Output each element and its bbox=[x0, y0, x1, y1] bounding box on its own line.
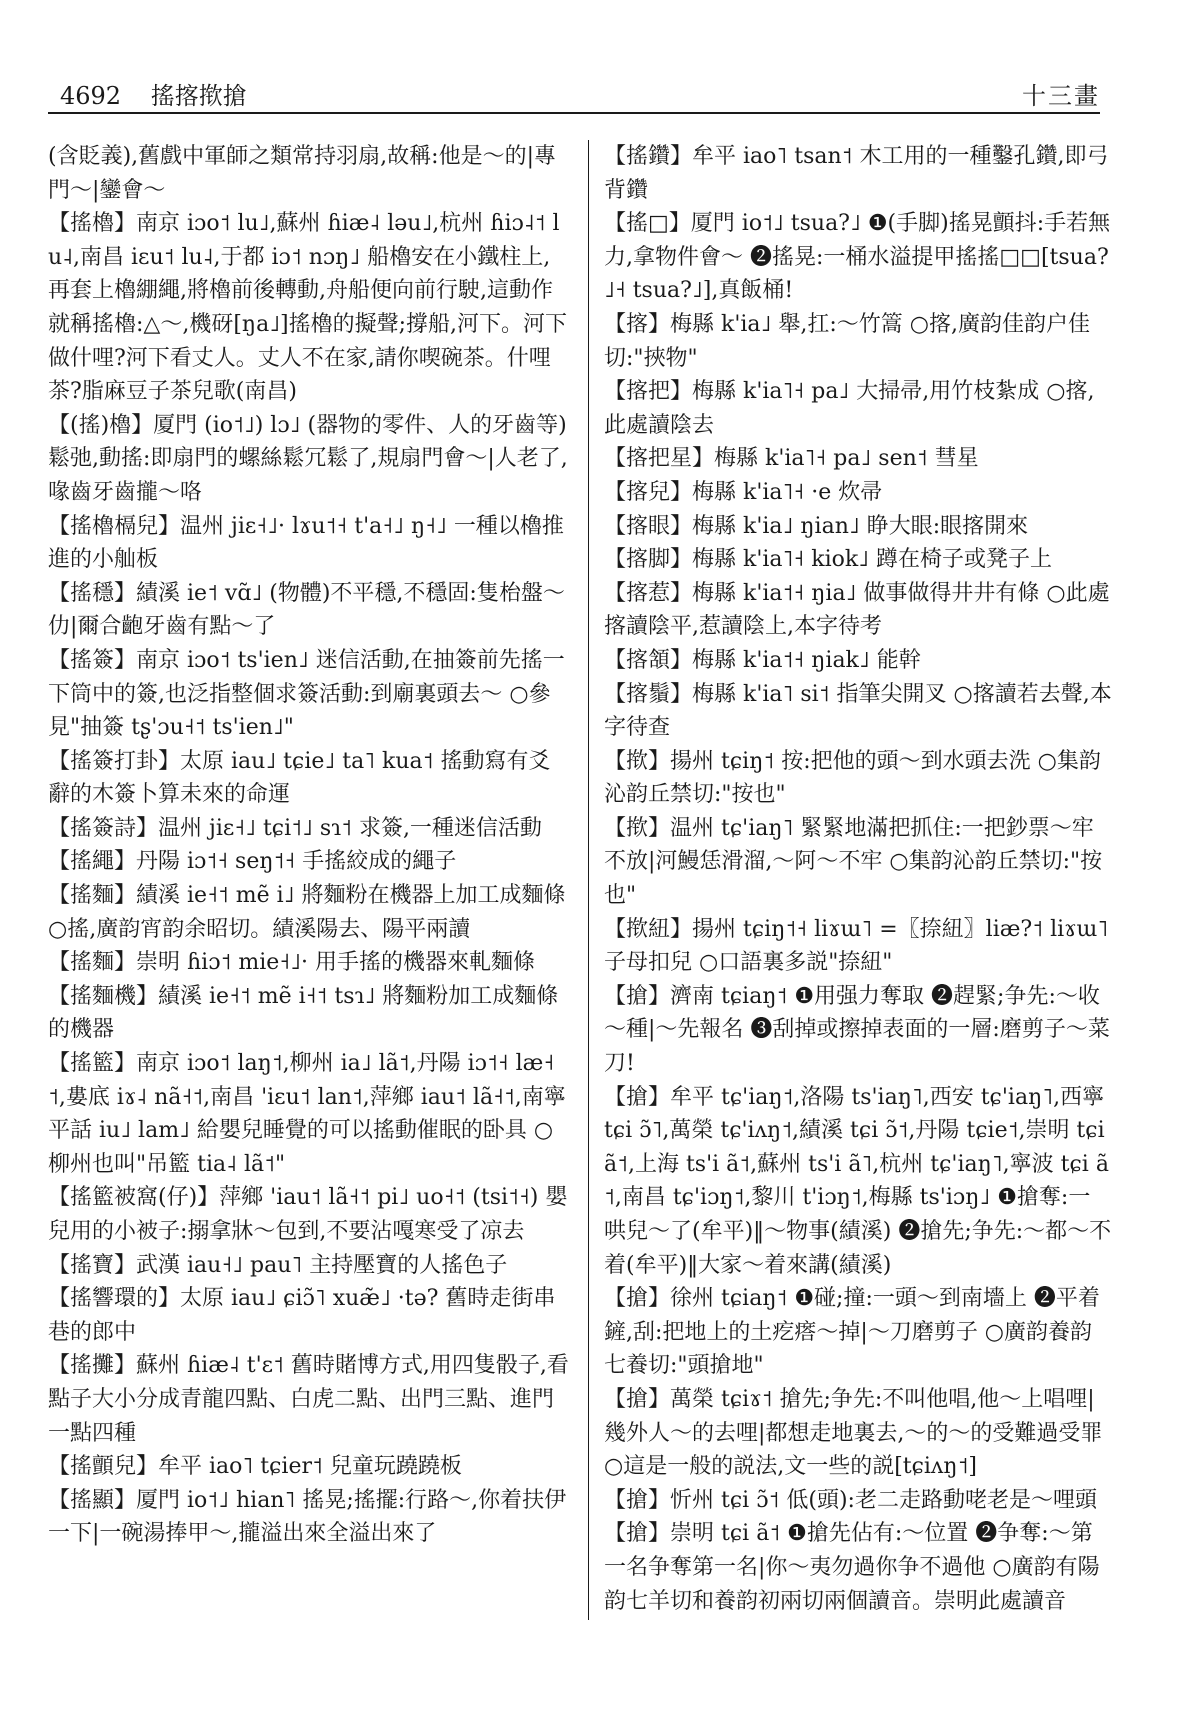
column-divider bbox=[588, 140, 589, 1620]
entry-body: 梅縣 k'ia˦˧ ŋiak˩ 能幹 bbox=[692, 647, 921, 673]
entry-headword: 【搖簽詩】 bbox=[48, 815, 159, 841]
entry-headword: 【揢把星】 bbox=[604, 446, 715, 472]
entry-body: 梅縣 k'ia˩ 舉,扛:～竹篙 ○揢,廣韵佳韵户佳切:"挾物" bbox=[604, 311, 1090, 371]
entry bbox=[48, 745, 570, 812]
entry bbox=[48, 812, 570, 846]
entry-headword: 【搶】 bbox=[604, 983, 671, 1009]
entry bbox=[604, 442, 1112, 476]
entry-body: 牟平 iao˥ tsan˦ 木工用的一種鑿孔鑽,即弓背鑽 bbox=[604, 144, 1109, 203]
entry-body: 萍鄉 'iau˦ lã˧˦ pi˩ uo˧˦ (tsi˦˧) 嬰兒用的小被子:搦拿牀～包到,不要沾嘎寒受了凉去 bbox=[48, 1185, 568, 1244]
entry-headword: 【揢】 bbox=[604, 311, 671, 337]
entry-body: 梅縣 k'ia˥˧ pa˩ 大掃帚,用竹枝紮成 ○揢,此處讀陰去 bbox=[604, 379, 1095, 438]
entry-headword: 【搖顯】 bbox=[48, 1487, 137, 1513]
headword-range: 搖揢揿搶 bbox=[150, 82, 247, 110]
entry bbox=[604, 375, 1112, 442]
entry-headword: 【搖簽】 bbox=[48, 647, 137, 673]
left-column bbox=[48, 140, 570, 1551]
entry-headword: 【揢頷】 bbox=[604, 647, 693, 673]
entry-body: 績溪 ie˦ vɑ̃˩ (物體)不平穩,不穩固:隻枱盤～仂|爾合齙牙齒有點～了 bbox=[48, 580, 565, 640]
entry bbox=[48, 1450, 570, 1484]
entry-body: 蘇州 ɦiæ˨ t'ɛ˦ 舊時賭博方式,用四隻骰子,看點子大小分成青龍四點、白虎二點、出門三點、進門一點四種 bbox=[48, 1353, 569, 1446]
entry bbox=[604, 1484, 1112, 1518]
entry bbox=[48, 1047, 570, 1181]
entry bbox=[48, 1282, 570, 1349]
entry bbox=[604, 140, 1112, 207]
entry-body: 丹陽 iɔ˦˧ seŋ˦˧ 手搖絞成的繩子 bbox=[136, 849, 457, 875]
header-left bbox=[60, 76, 247, 111]
entry-headword: 【揢兒】 bbox=[604, 479, 693, 505]
entry-headword: 【搖穩】 bbox=[48, 580, 137, 606]
entry-headword: 【搶】 bbox=[604, 1084, 671, 1110]
entry-body: 太原 iau˩ ɕiɔ̃˥ xuæ̃˩ ·tə? 舊時走街串巷的郎中 bbox=[48, 1286, 556, 1345]
page-header bbox=[48, 72, 1100, 112]
entry-body: 南京 iɔo˦ lu˩,蘇州 ɦiæ˨ ləu˩,杭州 ɦiɔ˨˦ lu˨,南昌 iɛu˦ lu˨,于都 iɔ˦ nɔŋ˩ 船櫓安在小鐵柱上,再套上櫓綳繩,將櫓前後轉動,舟船便向前行駛,這動作就稱搖櫓:△～,機砑[ŋa˩]搖櫓的擬聲;撐船,河下。河下做什哩?河下看丈人。丈人不在家,請你喫碗茶。什哩茶?脂麻豆子茶兒歌(南昌) bbox=[48, 211, 568, 405]
entry-headword: 【搖攤】 bbox=[48, 1353, 137, 1379]
entry-body: 牟平 tɕ'iaŋ˦,洛陽 ts'iaŋ˥,西安 tɕ'iaŋ˥,西寧 tɕi ɔ̃˥,萬榮 tɕ'iʌŋ˦,績溪 tɕi ɔ̃˦,丹陽 tɕie˦,崇明 tɕi ã˦,上海 ts'i ã˦,蘇州 ts'i ã˥,杭州 tɕ'iaŋ˥,寧波 tɕi ã˦,南昌 tɕ'iɔŋ˦,黎川 t'iɔŋ˦,梅縣 ts'iɔŋ˩ ❶搶奪:一哄兒～了(牟平)‖～物事(績溪) ❷搶先;争先:～都～不着(牟平)‖大家～着來講(績溪) bbox=[604, 1084, 1112, 1278]
entry-body: 温州 jiɛ˧˩ tɕi˦˩ sɿ˦ 求簽,一種迷信活動 bbox=[158, 815, 542, 841]
entry bbox=[604, 678, 1112, 745]
entry bbox=[48, 845, 570, 879]
entry bbox=[604, 913, 1112, 980]
entry-headword: 【搖繩】 bbox=[48, 849, 137, 875]
entry-body: 揚州 tɕiŋ˦ 按:把他的頭～到水頭去洗 ○集韵沁韵丘禁切:"按也" bbox=[604, 748, 1101, 808]
entry bbox=[604, 1282, 1112, 1383]
entry-headword: 【搖籃】 bbox=[48, 1051, 137, 1077]
header-rule bbox=[48, 112, 1100, 114]
entry-body: (含貶義),舊戲中軍師之類常持羽扇,故稱:他是～的|專門～|鑾會～ bbox=[48, 144, 556, 203]
entry-body: 揚州 tɕiŋ˦˧ liɤɯ˥ =〖捺紐〗liæ?˦ liɤɯ˥ 子母扣兒 ○口語裏多説"捺紐" bbox=[604, 916, 1109, 976]
entry-body: 梅縣 k'ia˩ ŋian˩ 睁大眼:眼揢開來 bbox=[692, 513, 1029, 539]
entry-body: 忻州 tɕi ɔ̃˦ 低(頭):老二走路動咾老是～哩頭 bbox=[670, 1487, 1097, 1513]
entry bbox=[604, 812, 1112, 913]
entry bbox=[604, 745, 1112, 812]
entry bbox=[48, 510, 570, 577]
entry-headword: 【揿】 bbox=[604, 815, 671, 841]
entry-body: 績溪 ie˧˦ mẽ i˧˦ tsɿ˩ 將麵粉加工成麵條的機器 bbox=[48, 983, 559, 1043]
entry-body: 萬榮 tɕiɤ˦ 搶先;争先:不叫他唱,他～上唱哩|幾外人～的去哩|都想走地裏去,～的～的受難過受罪 ○這是一般的説法,文一些的説[tɕiʌŋ˦] bbox=[604, 1386, 1103, 1480]
entry-headword: 【搖麵】 bbox=[48, 883, 137, 909]
entry-headword: 【揿紐】 bbox=[604, 916, 693, 942]
entry-headword: 【搖寶】 bbox=[48, 1252, 137, 1278]
entry-headword: 【搖麵機】 bbox=[48, 983, 159, 1009]
entry-body: 温州 jiɛ˧˩· lɤu˦˧ t'a˧˩ ŋ˧˩ 一種以櫓推進的小舢板 bbox=[48, 513, 564, 573]
entry-headword: 【搖鑽】 bbox=[604, 144, 693, 169]
entry-body: 武漢 iau˧˩ pau˥ 主持壓寶的人搖色子 bbox=[136, 1252, 508, 1278]
entry-headword: 【揢脚】 bbox=[604, 547, 693, 573]
entry bbox=[48, 980, 570, 1047]
entry bbox=[604, 980, 1112, 1081]
entry bbox=[48, 1484, 570, 1551]
entry-body: 崇明 ɦiɔ˦ mie˧˩· 用手搖的機器來軋麵條 bbox=[136, 950, 535, 976]
entry bbox=[48, 207, 570, 409]
entry-body: 梅縣 k'ia˥˧ pa˩ sen˦ 彗星 bbox=[714, 446, 979, 472]
entry bbox=[48, 1249, 570, 1283]
entry-headword: 【搖響環的】 bbox=[48, 1286, 181, 1312]
entry-headword: 【搖籃被窩(仔)】 bbox=[48, 1185, 220, 1211]
entry-body: 崇明 tɕi ã˦ ❶搶先佔有:～位置 ❷争奪:～第一名争奪第一名|你～夷勿過你争不過他 ○廣韵有陽韵七羊切和養韵初兩切兩個讀音。崇明此處讀音 bbox=[604, 1521, 1100, 1614]
entry-body: 厦門 io˦˩ tsua?˩ ❶(手脚)搖晃顫抖:手若無力,拿物件會～ ❷搖晃:一桶水溢提甲搖搖□□[tsua?˩˧ tsua?˩],真飯桶! bbox=[604, 211, 1111, 304]
entry bbox=[48, 946, 570, 980]
entry-body: 梅縣 k'ia˥˧ kiok˩ 蹲在椅子或凳子上 bbox=[692, 547, 1053, 573]
entry bbox=[604, 577, 1112, 644]
entry-body: 南京 iɔo˦ laŋ˦,柳州 ia˩ lã˦,丹陽 iɔ˦˧ læ˧˦,婁底 iɤ˨ nã˧˦,南昌 'iɛu˦ lan˦,萍鄉 iau˦ lã˧˦,南寧平話 iu˩ lam˩ 給嬰兒睡覺的可以搖動催眠的卧具 ○柳州也叫"吊籃 tia˨ lã˦" bbox=[48, 1051, 566, 1177]
entry-headword: 【搶】 bbox=[604, 1286, 671, 1312]
right-column bbox=[604, 140, 1112, 1618]
entry-body: 濟南 tɕiaŋ˦ ❶用强力奪取 ❷趕緊;争先:～收～種|～先報名 ❸刮掉或擦掉表面的一層:磨剪子～菜刀! bbox=[604, 983, 1110, 1077]
entry bbox=[604, 510, 1112, 544]
entry-headword: 【搖簽打卦】 bbox=[48, 748, 181, 774]
entry-headword: 【搖□】 bbox=[604, 211, 691, 237]
entry-headword: 【揢眼】 bbox=[604, 513, 693, 539]
entry-headword: 【揢惹】 bbox=[604, 580, 693, 606]
entry bbox=[604, 644, 1112, 678]
entry-headword: 【搶】 bbox=[604, 1487, 671, 1513]
entry bbox=[604, 308, 1112, 375]
entry-body: 梅縣 k'ia˥˧ ·e 炊帚 bbox=[692, 479, 883, 505]
entry bbox=[48, 577, 570, 644]
entry-body: 厦門 (io˦˩) lɔ˩ (器物的零件、人的牙齒等)鬆弛,動搖:即扇門的螺絲鬆冗鬆了,規扇門會～|人老了,喙齒牙齒攏～咯 bbox=[48, 412, 568, 505]
entry bbox=[48, 644, 570, 745]
entry-body: 厦門 io˦˩ hian˥ 搖晃;搖擺:行路～,你着扶伊一下|一碗湯捧甲～,攏溢出來全溢出來了 bbox=[48, 1487, 567, 1547]
entry-headword: 【搶】 bbox=[604, 1521, 671, 1547]
entry bbox=[604, 1517, 1112, 1618]
entry bbox=[604, 207, 1112, 308]
entry bbox=[604, 1383, 1112, 1484]
entry-body: 温州 tɕ'iaŋ˥ 緊緊地滿把抓住:一把鈔票～牢不放|河鰻恁滑溜,～阿～不牢 ○集韵沁韵丘禁切:"按也" bbox=[604, 815, 1103, 909]
entry-headword: 【(搖)櫓】 bbox=[48, 412, 154, 438]
entry bbox=[48, 140, 570, 207]
entry-headword: 【搖櫓槅兒】 bbox=[48, 513, 181, 539]
entry-body: 南京 iɔo˦ ts'ien˩ 迷信活動,在抽簽前先搖一下筒中的簽,也泛指整個求簽活動:到廟裏頭去～ ○參見"抽簽 tʂ'ɔu˧˦ ts'ien˩" bbox=[48, 647, 565, 741]
entry-headword: 【搶】 bbox=[604, 1386, 671, 1412]
entry-body: 牟平 iao˥ tɕier˦ 兒童玩蹺蹺板 bbox=[158, 1454, 462, 1480]
entry bbox=[604, 543, 1112, 577]
entry-headword: 【搖櫓】 bbox=[48, 211, 137, 237]
entry-body: 梅縣 k'ia˦˧ ŋia˩ 做事做得井井有條 ○此處揢讀陰平,惹讀陰上,本字待考 bbox=[604, 580, 1110, 640]
entry-headword: 【搖麵】 bbox=[48, 950, 137, 976]
entry bbox=[604, 476, 1112, 510]
entry-headword: 【揿】 bbox=[604, 748, 671, 774]
entry-headword: 【搖顫兒】 bbox=[48, 1454, 159, 1480]
entry bbox=[48, 1181, 570, 1248]
page-number: 4692 bbox=[60, 82, 122, 110]
entry-headword: 【揢把】 bbox=[604, 379, 693, 405]
entry-body: 太原 iau˩ tɕie˩ ta˥ kua˦ 搖動寫有爻辭的木簽卜算未來的命運 bbox=[48, 748, 551, 808]
entry bbox=[48, 409, 570, 510]
entry-headword: 【揢鬚】 bbox=[604, 681, 693, 707]
section-title: 十三畫 bbox=[1022, 82, 1100, 110]
entry-body: 績溪 ie˧˦ mẽ i˩ 將麵粉在機器上加工成麵條 ○搖,廣韵宵韵余昭切。績溪陽去、陽平兩讀 bbox=[48, 883, 566, 942]
entry bbox=[604, 1081, 1112, 1283]
entry-body: 徐州 tɕiaŋ˦ ❶碰;撞:一頭～到南墻上 ❷平着鏟,刮:把地上的土疙瘩～掉|～刀磨剪子 ○廣韵養韵七養切:"頭搶地" bbox=[604, 1286, 1100, 1379]
entry bbox=[48, 879, 570, 946]
entry-body: 梅縣 k'ia˥ si˦ 指筆尖開叉 ○揢讀若去聲,本字待查 bbox=[604, 681, 1112, 741]
entry bbox=[48, 1349, 570, 1450]
